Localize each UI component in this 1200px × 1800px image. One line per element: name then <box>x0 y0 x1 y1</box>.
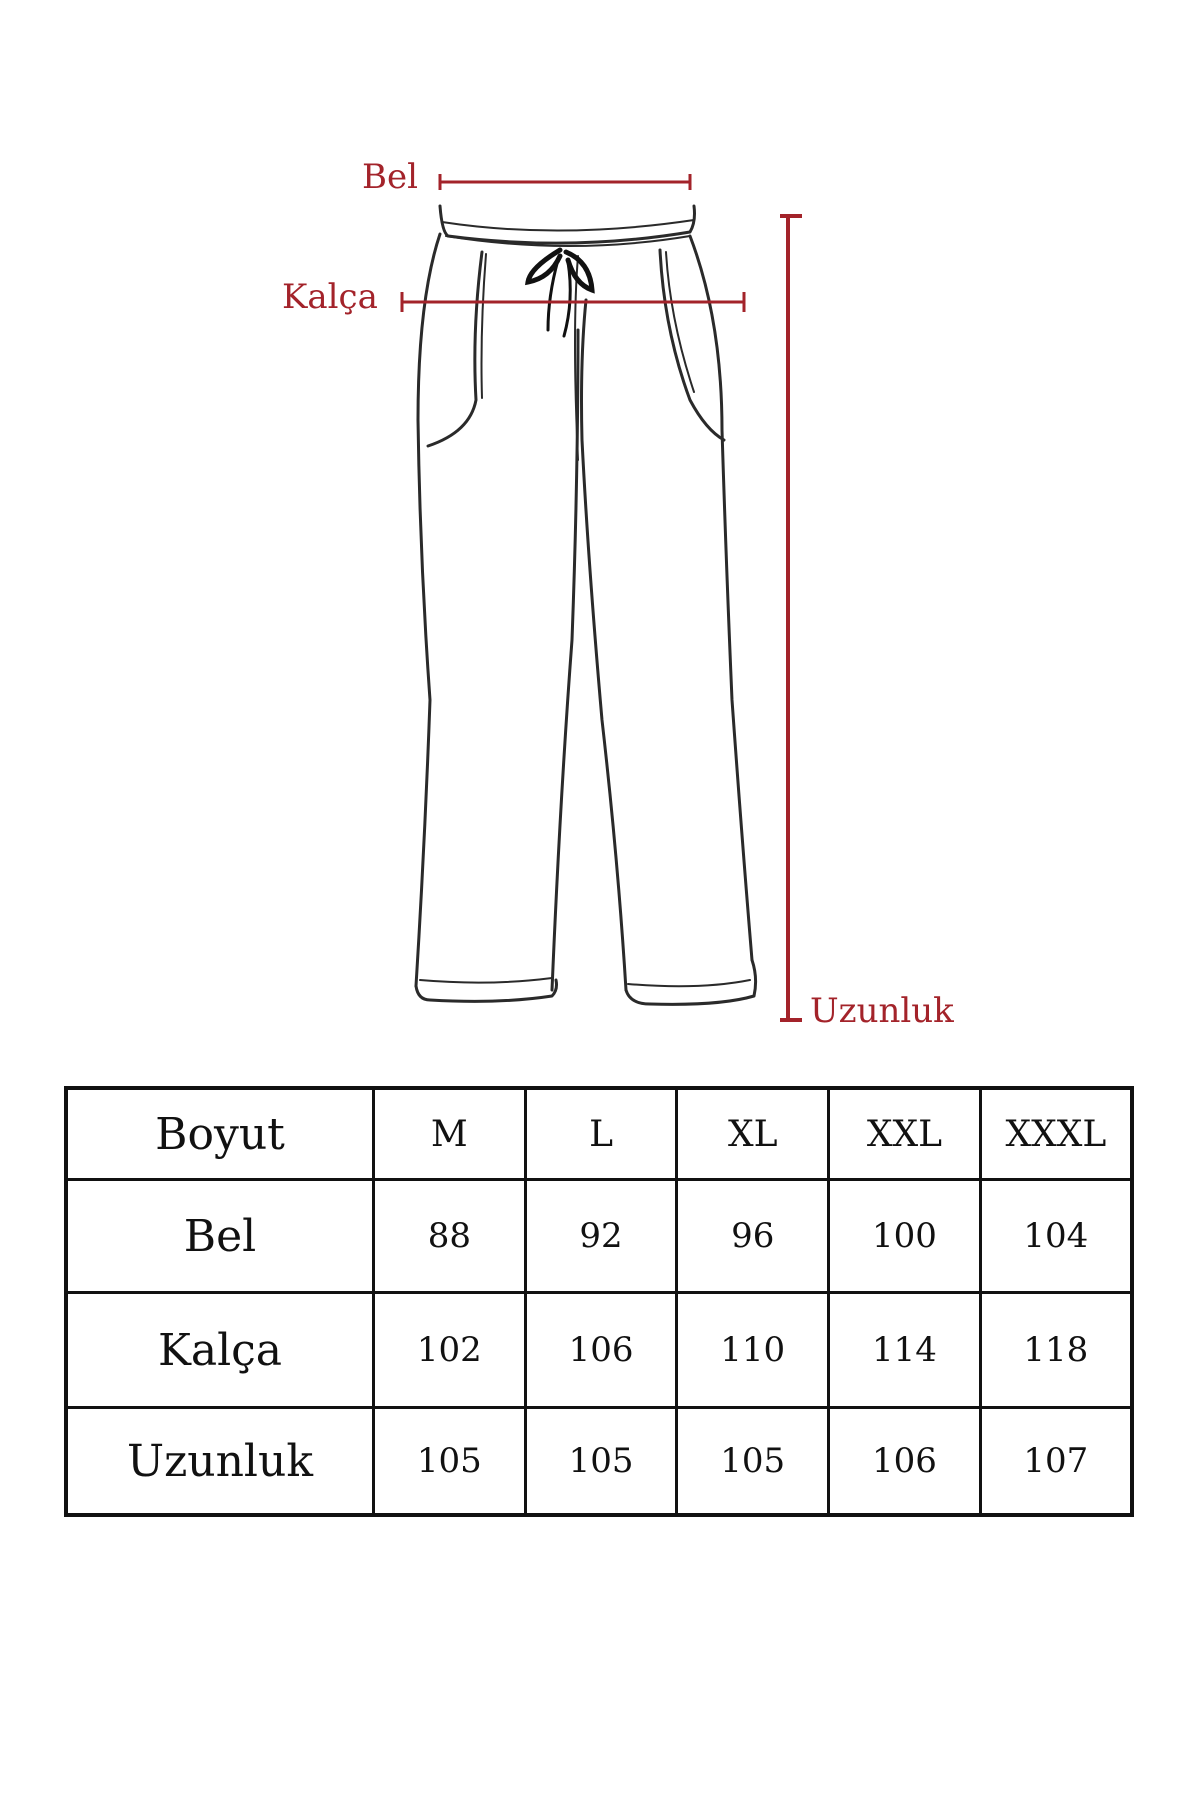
corner-label: Boyut <box>66 1088 374 1180</box>
table-cell: 118 <box>980 1293 1132 1408</box>
table-cell: 107 <box>980 1408 1132 1516</box>
table-cell: 106 <box>829 1408 981 1516</box>
table-cell: 88 <box>374 1180 526 1293</box>
hip-measure-line <box>402 292 744 312</box>
table-row <box>66 1180 1132 1293</box>
size-header: M <box>374 1088 526 1180</box>
row-label: Uzunluk <box>66 1408 374 1516</box>
hip-label: Kalça <box>282 277 378 317</box>
length-label: Uzunluk <box>810 991 954 1031</box>
table-cell: 100 <box>829 1180 981 1293</box>
table-header-row <box>66 1088 1132 1180</box>
table-cell: 104 <box>980 1180 1132 1293</box>
table-row <box>66 1408 1132 1516</box>
table-row <box>66 1293 1132 1408</box>
size-header: L <box>525 1088 677 1180</box>
waist-measure-line <box>440 174 690 190</box>
size-header: XXXL <box>980 1088 1132 1180</box>
row-label: Bel <box>66 1180 374 1293</box>
pants-sketch <box>416 206 756 1004</box>
waist-label: Bel <box>362 157 418 197</box>
table-cell: 92 <box>525 1180 677 1293</box>
table-cell: 106 <box>525 1293 677 1408</box>
table-cell: 102 <box>374 1293 526 1408</box>
table-cell: 105 <box>374 1408 526 1516</box>
table-cell: 105 <box>677 1408 829 1516</box>
length-measure-line <box>780 216 802 1020</box>
size-header: XL <box>677 1088 829 1180</box>
table-cell: 96 <box>677 1180 829 1293</box>
table-cell: 105 <box>525 1408 677 1516</box>
table-cell: 114 <box>829 1293 981 1408</box>
table-cell: 110 <box>677 1293 829 1408</box>
row-label: Kalça <box>66 1293 374 1408</box>
size-chart-table <box>64 1086 1134 1517</box>
size-header: XXL <box>829 1088 981 1180</box>
drawstring <box>528 250 592 336</box>
